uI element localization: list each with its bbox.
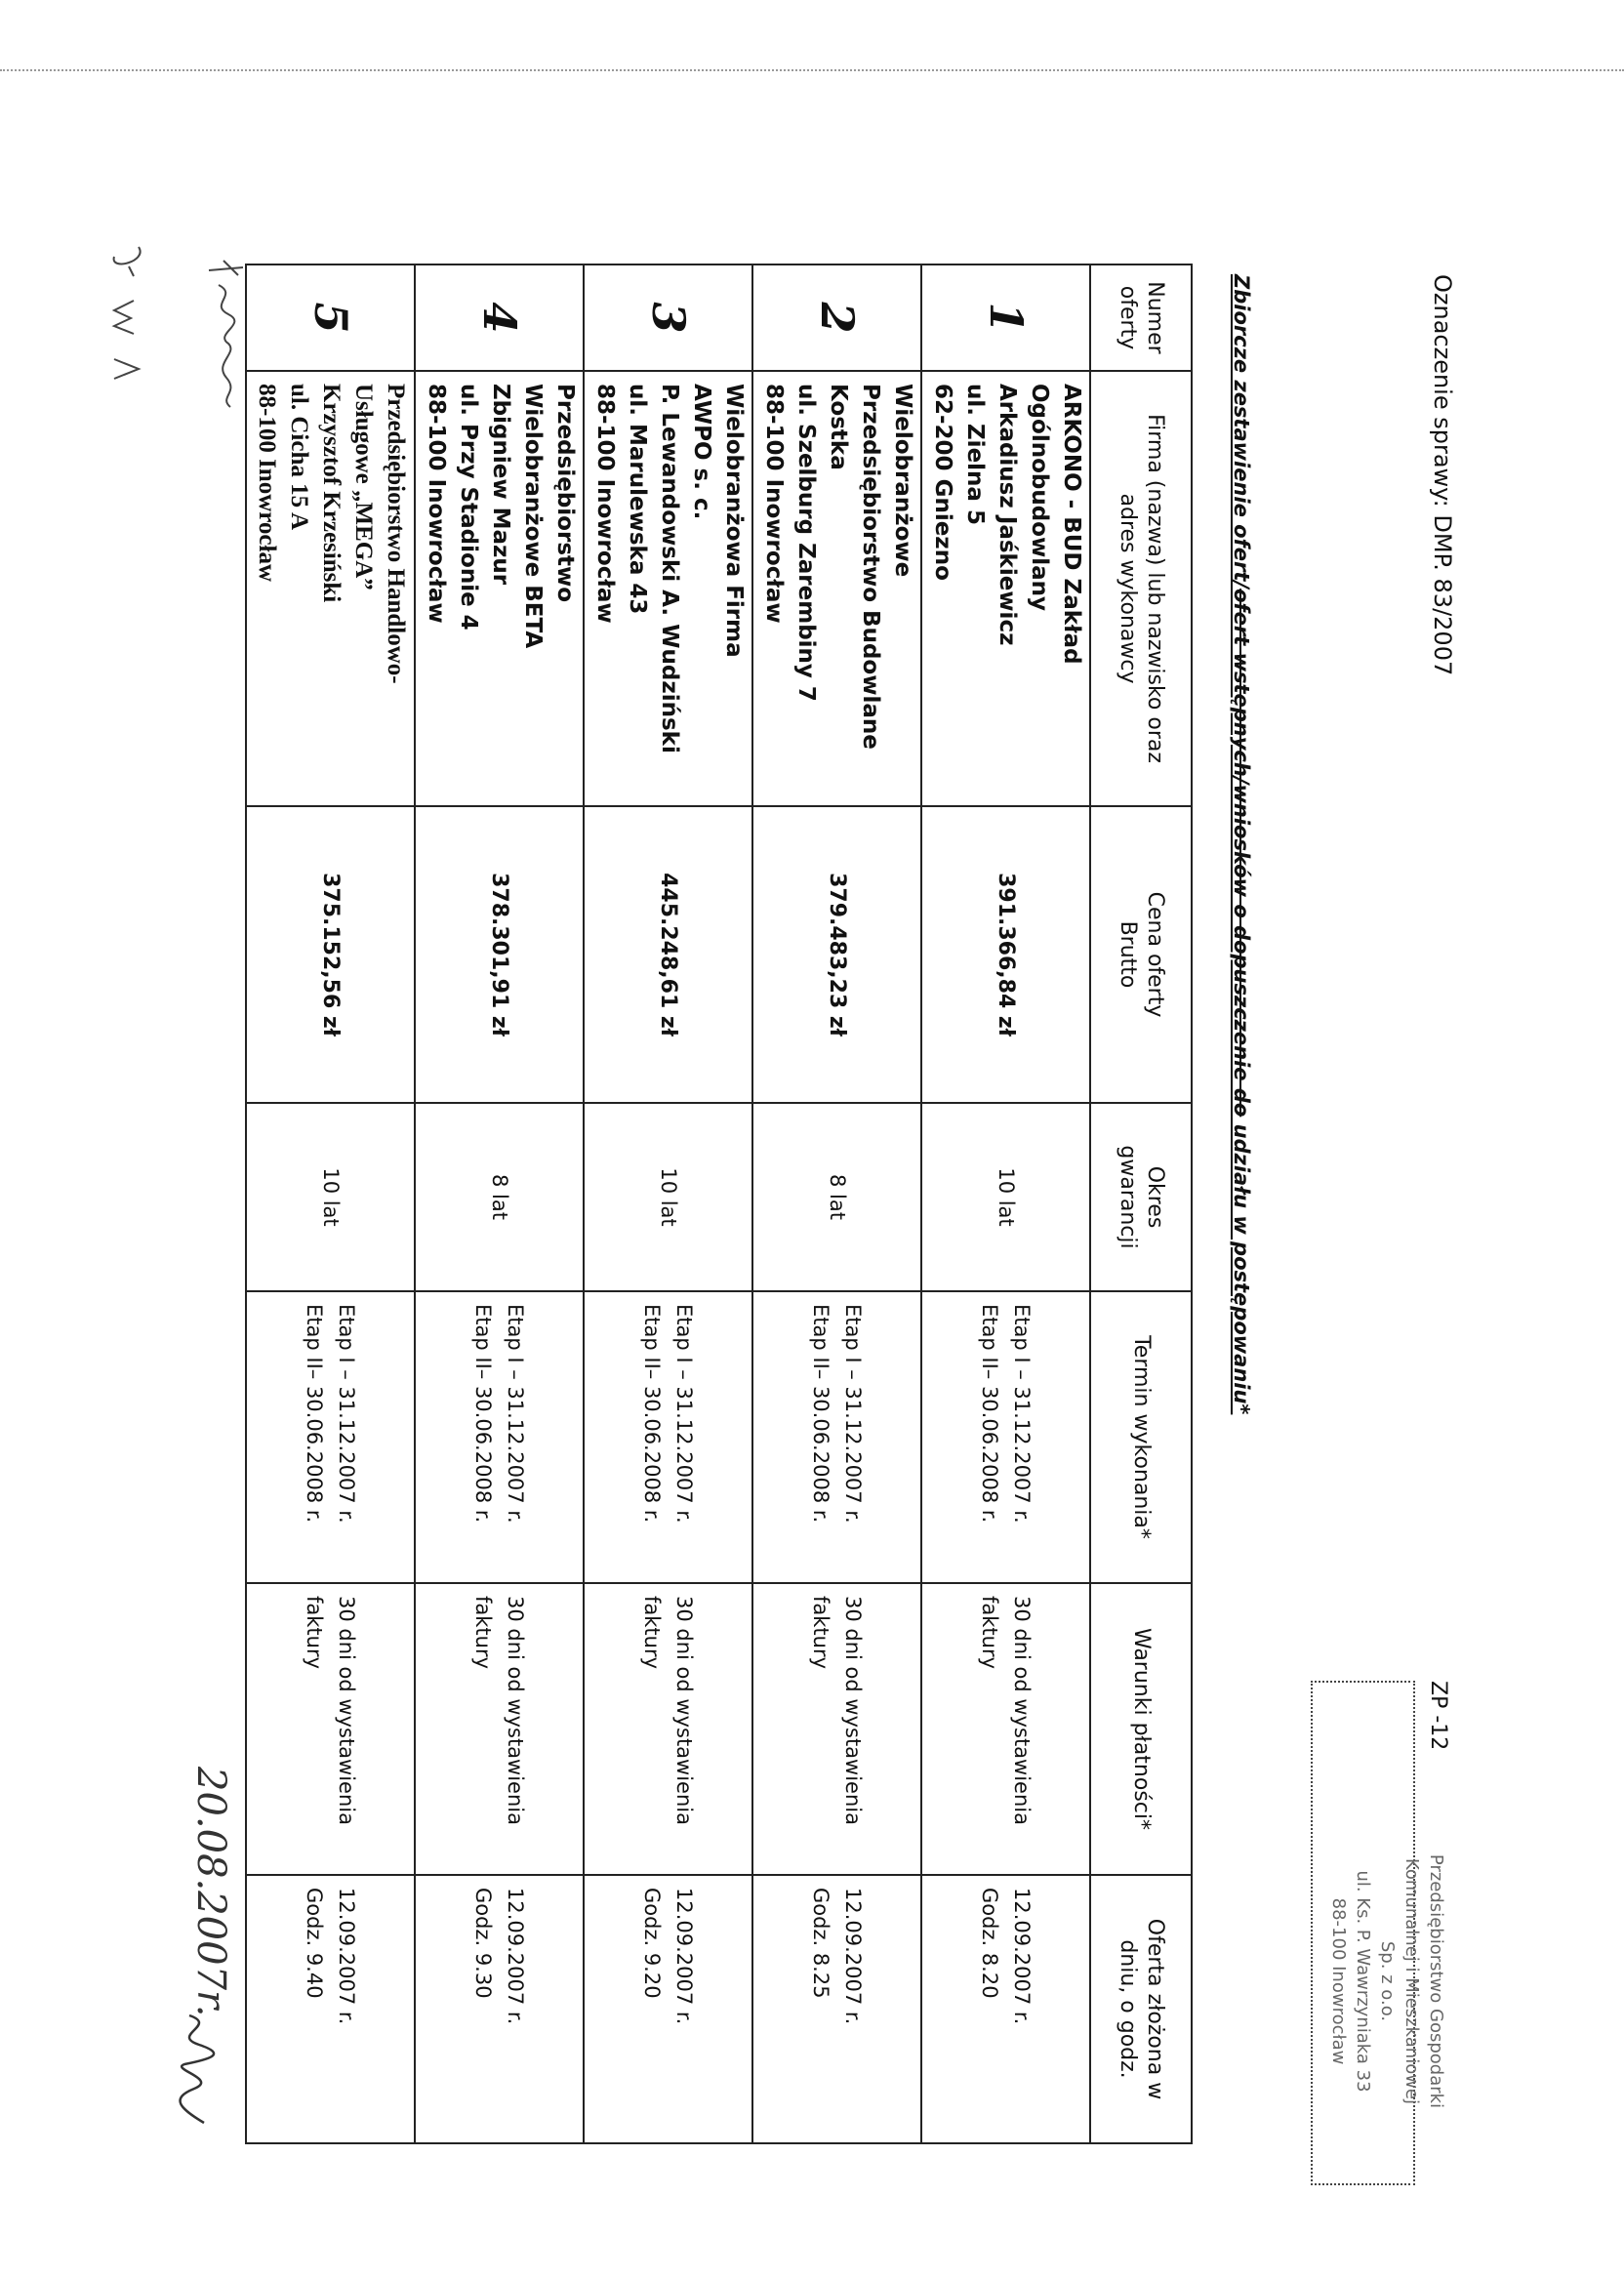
handwritten-initials <box>199 256 248 412</box>
completion-term-line: Etap I – 31.12.2007 r. <box>672 1304 697 1524</box>
table-header-row <box>1090 264 1192 2143</box>
contractor-cell-line: Wielobranżowe BETA <box>520 384 546 649</box>
contractor-cell-line: Przedsiębiorstwo Budowlane <box>858 384 883 750</box>
offers-table <box>245 264 1193 2144</box>
header-label: oferty <box>1116 285 1140 350</box>
payment-terms-line: 30 dni od wystawienia <box>504 1596 528 1825</box>
header-label: dniu, o godz. <box>1116 1939 1140 2079</box>
header-label: Okres <box>1143 1165 1167 1229</box>
offer-price: 378.301,91 zł <box>415 806 584 1103</box>
contractor-cell-line: Wielobranżowa Firma <box>721 384 747 658</box>
contractor-cell-line: ul. Szelburg Zarembiny 7 <box>793 384 819 702</box>
contractor-cell <box>246 371 415 806</box>
contractor-cell-line: P. Lewandowski A. Wudziński <box>657 384 682 753</box>
document-title <box>1230 274 1253 1414</box>
offer-price: 375.152,56 zł <box>246 806 415 1103</box>
header-label: Warunki płatności* <box>1129 1627 1154 1830</box>
table-row <box>246 264 415 2143</box>
completion-term <box>415 1291 584 1583</box>
header-label: adres wykonawcy <box>1116 493 1140 684</box>
submission-datetime-line: 12.09.2007 r. <box>504 1888 528 2025</box>
completion-term-line: Etap II– 30.06.2008 r. <box>303 1304 327 1524</box>
submission-datetime <box>584 1875 752 2143</box>
contractor-cell-line: Przedsiębiorstwo Handlowo- <box>383 384 409 684</box>
completion-term-line: Etap II– 30.06.2008 r. <box>471 1304 496 1524</box>
header-label: Termin wykonania* <box>1129 1335 1154 1539</box>
submission-datetime-line: Godz. 9.30 <box>471 1888 496 1999</box>
payment-terms-line: faktury <box>809 1596 833 1670</box>
payment-terms <box>584 1583 752 1875</box>
contractor-cell-line: Ogólnobudowlany <box>1027 384 1052 611</box>
payment-terms <box>752 1583 921 1875</box>
title-part: udziału w postępowaniu* <box>1230 1117 1253 1415</box>
header-price <box>1090 806 1192 1103</box>
scan-artifact-line <box>0 69 1624 71</box>
header-submitted <box>1090 1875 1192 2143</box>
handwritten-date: 20.08.2007r. <box>188 1767 233 2017</box>
contractor-cell-line: Kostka <box>826 384 851 470</box>
contractor-cell-line: AWPO s. c. <box>689 384 714 520</box>
warranty-period: 10 lat <box>584 1103 752 1291</box>
warranty-period: 10 lat <box>921 1103 1090 1291</box>
contractor-cell-line: 62-200 Gniezno <box>930 384 955 581</box>
offer-price: 445.248,61 zł <box>584 806 752 1103</box>
contractor-cell-line: ul. Przy Stadionie 4 <box>456 384 481 631</box>
header-payment <box>1090 1583 1192 1875</box>
payment-terms-line: faktury <box>978 1596 1002 1670</box>
header-firm <box>1090 371 1192 806</box>
contractor-cell <box>584 371 752 806</box>
completion-term-line: Etap I – 31.12.2007 r. <box>841 1304 866 1524</box>
title-struck-part: ofert wstępnych/wniosków o dopuszczenie do <box>1230 589 1253 1118</box>
payment-terms <box>246 1583 415 1875</box>
case-reference: Oznaczenie sprawy: DMP. 83/2007 <box>1429 274 1456 676</box>
payment-terms-line: 30 dni od wystawienia <box>1010 1596 1035 1825</box>
submission-datetime <box>752 1875 921 2143</box>
offer-number: 5 <box>246 264 415 371</box>
header-label: gwarancji <box>1116 1145 1140 1249</box>
payment-terms-line: faktury <box>640 1596 665 1670</box>
offer-price: 379.483,23 zł <box>752 806 921 1103</box>
warranty-period: 10 lat <box>246 1103 415 1291</box>
completion-term-line: Etap I – 31.12.2007 r. <box>1010 1304 1035 1524</box>
submission-datetime-line: 12.09.2007 r. <box>1010 1888 1035 2025</box>
submission-datetime-line: 12.09.2007 r. <box>672 1888 697 2025</box>
offer-price: 391.366,84 zł <box>921 806 1090 1103</box>
offer-number: 3 <box>584 264 752 371</box>
submission-datetime-line: Godz. 8.25 <box>809 1888 833 1999</box>
contractor-cell-line: ul. Cicha 15 A <box>286 384 312 531</box>
header-number <box>1090 264 1192 371</box>
company-stamp-text <box>1326 1786 1448 2176</box>
submission-datetime-line: 12.09.2007 r. <box>841 1888 866 2025</box>
payment-terms-line: 30 dni od wystawienia <box>335 1596 359 1825</box>
table-row <box>415 264 584 2143</box>
form-code: ZP -12 <box>1426 1681 1450 1751</box>
contractor-cell-line: 88-100 Inowrocław <box>254 384 280 583</box>
submission-datetime-line: Godz. 8.20 <box>978 1888 1002 1999</box>
contractor-cell-line: 88-100 Inowrocław <box>424 384 449 624</box>
submission-datetime <box>921 1875 1090 2143</box>
contractor-cell-line: ARKONO - BUD Zakład <box>1059 384 1084 665</box>
completion-term <box>752 1291 921 1583</box>
handwritten-note <box>103 242 148 388</box>
header-label: Oferta złożona w <box>1143 1918 1167 2100</box>
completion-term <box>921 1291 1090 1583</box>
contractor-cell-line: Usługowe „MEGA” <box>350 384 377 590</box>
submission-datetime-line: 12.09.2007 r. <box>335 1888 359 2025</box>
contractor-cell-line: Przedsiębiorstwo <box>552 384 578 603</box>
contractor-cell-line: 88-100 Inowrocław <box>761 384 787 624</box>
completion-term-line: Etap II– 30.06.2008 r. <box>978 1304 1002 1524</box>
completion-term-line: Etap II– 30.06.2008 r. <box>809 1304 833 1524</box>
table-row <box>921 264 1090 2143</box>
payment-terms-line: 30 dni od wystawienia <box>672 1596 697 1825</box>
submission-datetime <box>415 1875 584 2143</box>
offer-number: 4 <box>415 264 584 371</box>
stamp-line: Przedsiębiorstwo Gospodarki <box>1426 1853 1446 2109</box>
contractor-cell-line: 88-100 Inowrocław <box>592 384 618 624</box>
table-row <box>584 264 752 2143</box>
payment-terms-line: faktury <box>471 1596 496 1670</box>
stamp-line: Komunalnej i Mieszkaniowej <box>1401 1857 1422 2105</box>
contractor-cell <box>921 371 1090 806</box>
completion-term-line: Etap I – 31.12.2007 r. <box>504 1304 528 1524</box>
handwritten-signature <box>160 2011 228 2128</box>
contractor-cell <box>752 371 921 806</box>
stamp-line: 88-100 Inowrocław <box>1328 1897 1349 2065</box>
contractor-cell-line: Zbigniew Mazur <box>488 384 513 586</box>
payment-terms-line: 30 dni od wystawienia <box>841 1596 866 1825</box>
warranty-period: 8 lat <box>752 1103 921 1291</box>
contractor-cell-line: Arkadiusz Jaśkiewicz <box>995 384 1020 646</box>
contractor-cell-line: ul. Marulewska 43 <box>625 384 650 615</box>
payment-terms-line: faktury <box>303 1596 327 1670</box>
completion-term <box>246 1291 415 1583</box>
header-term <box>1090 1291 1192 1583</box>
stamp-line: ul. Ks. P. Wawrzyniaka 33 <box>1353 1870 1373 2093</box>
submission-datetime-line: Godz. 9.40 <box>303 1888 327 1999</box>
title-part: Zbiorcze zestawienie ofert/ <box>1230 274 1253 590</box>
table-row <box>752 264 921 2143</box>
header-label: Brutto <box>1116 920 1140 989</box>
submission-datetime <box>246 1875 415 2143</box>
header-label: Cena oferty <box>1143 891 1167 1018</box>
offer-number: 2 <box>752 264 921 371</box>
offer-number: 1 <box>921 264 1090 371</box>
payment-terms <box>415 1583 584 1875</box>
stamp-line: Sp. z o.o. <box>1377 1940 1398 2022</box>
submission-datetime-line: Godz. 9.20 <box>640 1888 665 1999</box>
contractor-cell-line: ul. Zielna 5 <box>962 384 988 525</box>
header-label: Firma (nazwa) lub nazwisko oraz <box>1143 414 1167 763</box>
completion-term-line: Etap II– 30.06.2008 r. <box>640 1304 665 1524</box>
contractor-cell-line: Wielobranżowe <box>890 384 915 578</box>
completion-term <box>584 1291 752 1583</box>
contractor-cell <box>415 371 584 806</box>
payment-terms <box>921 1583 1090 1875</box>
header-warranty <box>1090 1103 1192 1291</box>
completion-term-line: Etap I – 31.12.2007 r. <box>335 1304 359 1524</box>
warranty-period: 8 lat <box>415 1103 584 1291</box>
contractor-cell-line: Krzysztof Krzesiński <box>318 384 345 603</box>
header-label: Numer <box>1143 281 1167 354</box>
